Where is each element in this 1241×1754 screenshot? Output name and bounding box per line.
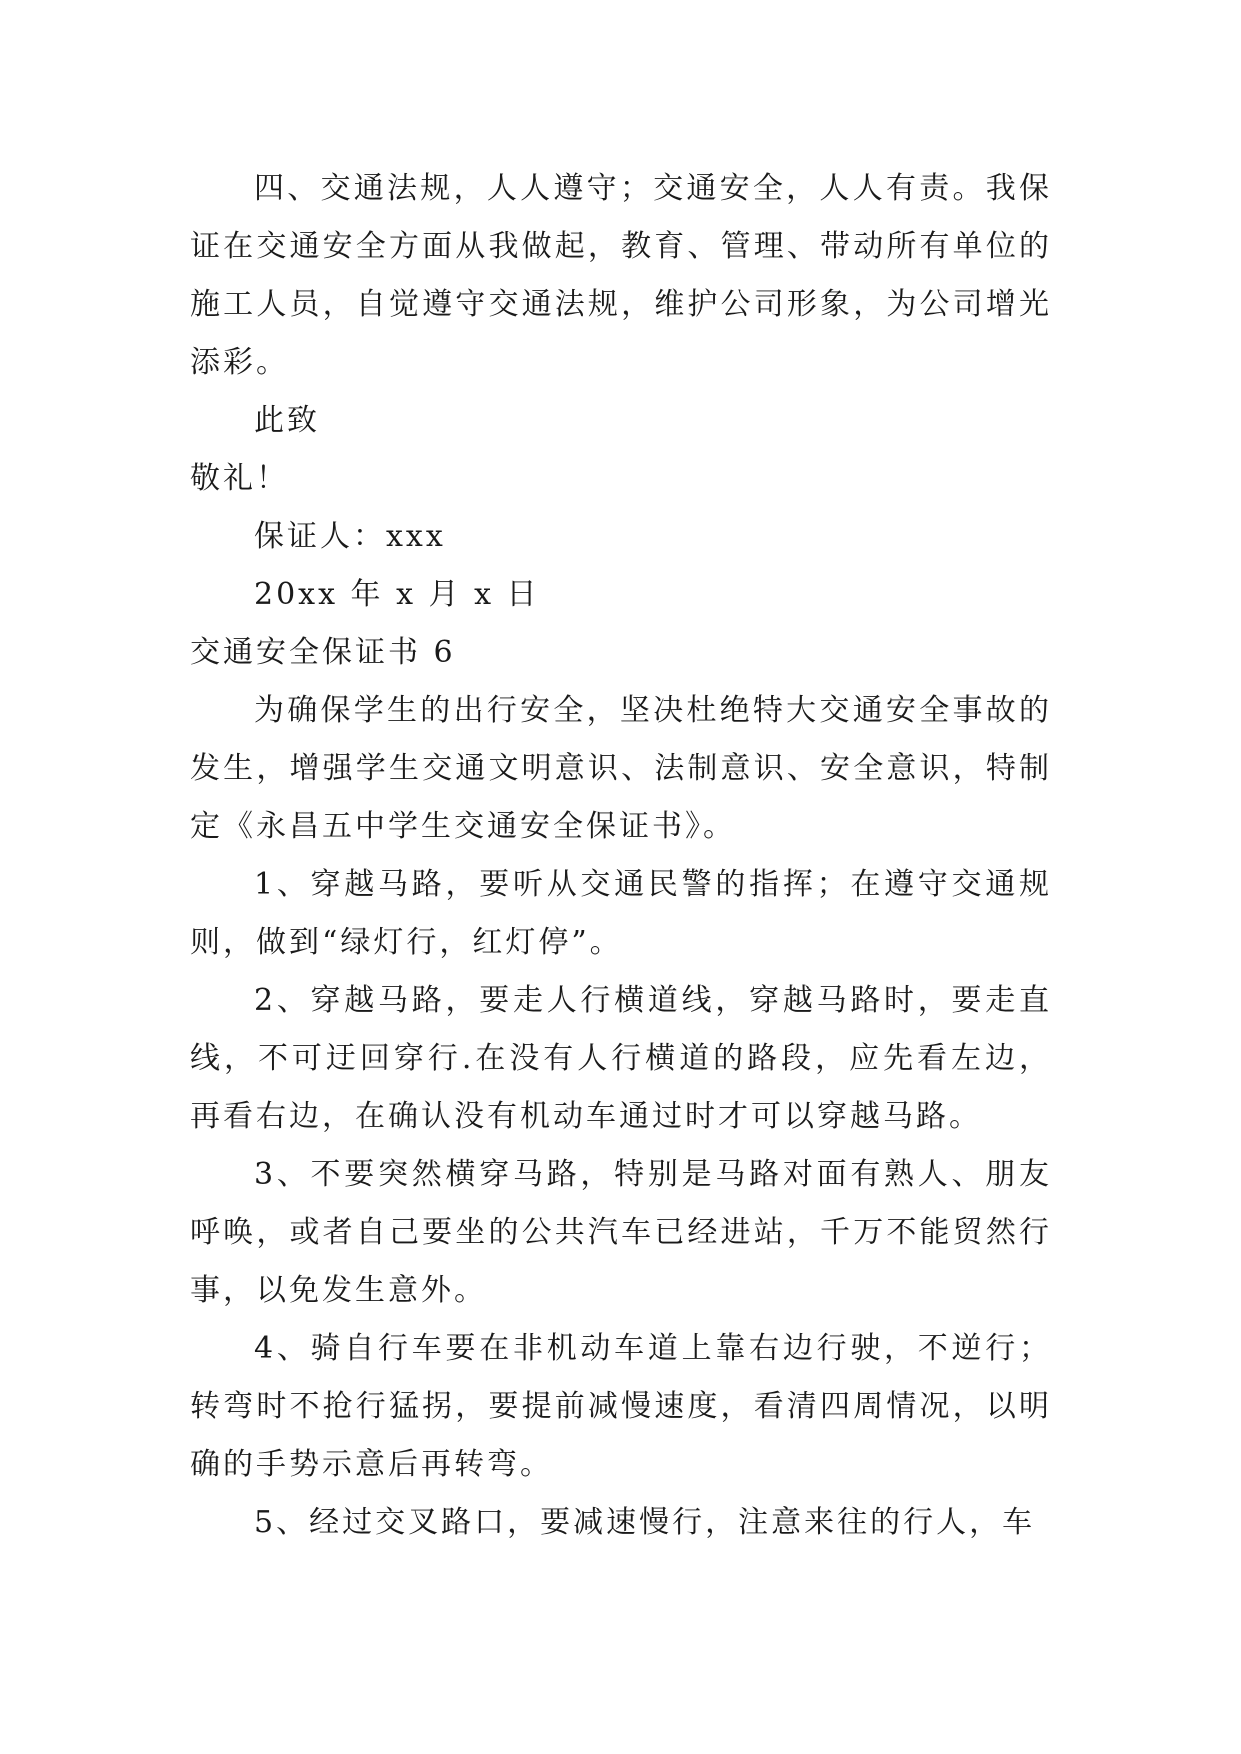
paragraph-item-5: 5、经过交叉路口，要减速慢行，注意来往的行人，车 bbox=[254, 1505, 1036, 1540]
document-body bbox=[190, 160, 1052, 1552]
paragraph-item-3: 3、不要突然横穿马路，特别是马路对面有熟人、朋友呼唤，或者自己要坐的公共汽车已经进站，千万不能贸然行事，以免发生意外。 bbox=[190, 1157, 1052, 1308]
closing-salutation: 此致 bbox=[254, 403, 320, 438]
date-line: 20xx 年 x 月 x 日 bbox=[254, 577, 540, 612]
paragraph-item-1: 1、穿越马路，要听从交通民警的指挥；在遵守交通规则，做到“绿灯行，红灯停”。 bbox=[190, 867, 1052, 960]
guarantor-line: 保证人：xxx bbox=[254, 519, 446, 554]
paragraph-rule-4: 四、交通法规，人人遵守；交通安全，人人有责。我保证在交通安全方面从我做起，教育、管理、带动所有单位的施工人员，自觉遵守交通法规，维护公司形象，为公司增光添彩。 bbox=[190, 171, 1052, 380]
section-title: 交通安全保证书 6 bbox=[190, 635, 456, 670]
closing-respect: 敬礼！ bbox=[190, 461, 289, 496]
paragraph-intro: 为确保学生的出行安全，坚决杜绝特大交通安全事故的发生，增强学生交通文明意识、法制意识、安全意识，特制定《永昌五中学生交通安全保证书》。 bbox=[190, 693, 1052, 844]
paragraph-item-2: 2、穿越马路，要走人行横道线，穿越马路时，要走直线，不可迂回穿行.在没有人行横道的路段，应先看左边，再看右边，在确认没有机动车通过时才可以穿越马路。 bbox=[190, 983, 1052, 1134]
paragraph-item-4: 4、骑自行车要在非机动车道上靠右边行驶，不逆行；转弯时不抢行猛拐，要提前减慢速度，看清四周情况，以明确的手势示意后再转弯。 bbox=[190, 1331, 1052, 1482]
